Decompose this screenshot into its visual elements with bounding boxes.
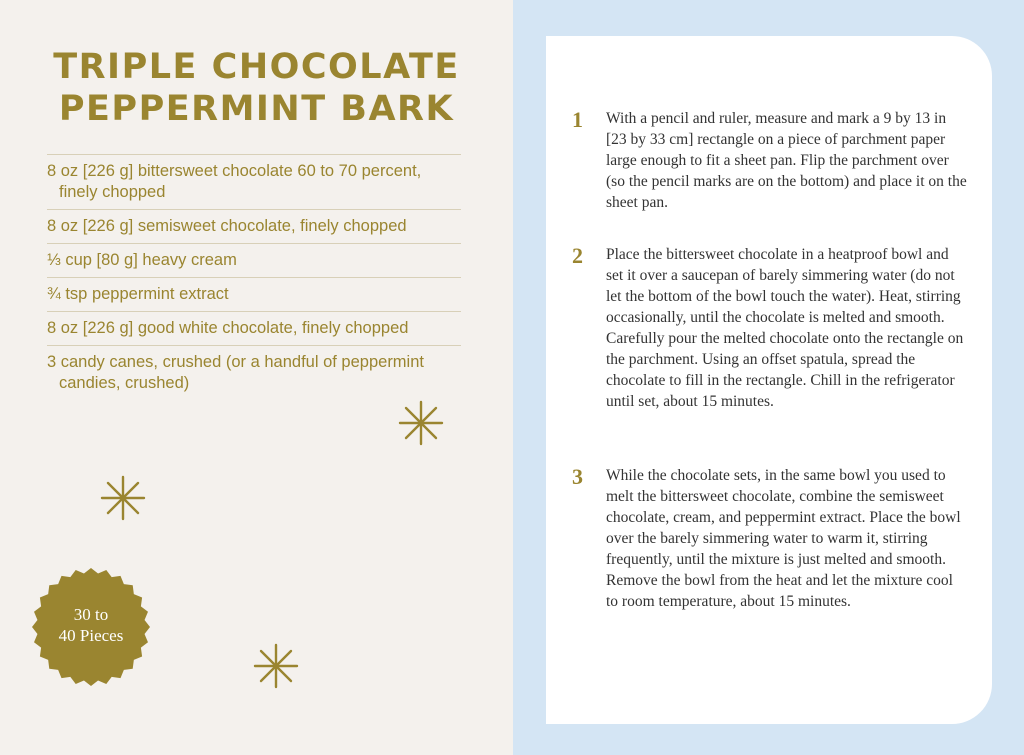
step-number: 1 [572,107,583,132]
yield-text [31,604,151,646]
recipe-title-line-1: TRIPLE CHOCOLATE [53,47,460,87]
ingredient-item: ¾ tsp peppermint extract [47,277,461,311]
ingredient-item: ⅓ cup [80 g] heavy cream [47,243,461,277]
instructions-card [546,36,992,724]
ingredient-item: 8 oz [226 g] semisweet chocolate, finely chopped [47,209,461,243]
recipe-title-line-2: PEPPERMINT BARK [58,89,455,129]
step-text: While the chocolate sets, in the same bowl you used to melt the bittersweet chocolate, combine the semisweet chocolate, cream, and peppermint extract. Place the bowl over the barely simmering water to warm it, stirring frequently, until the mixture is just melted and smooth. Remove the bowl from the heat and let the mixture cool to room temperature, about 15 minutes. [606,467,961,610]
ingredient-item: 8 oz [226 g] good white chocolate, finely chopped [47,311,461,345]
ingredient-list [47,154,461,400]
yield-badge [31,567,151,687]
sparkle-icon [398,400,444,446]
yield-line-2: 40 Pieces [58,626,124,645]
step-text: With a pencil and ruler, measure and mark a 9 by 13 in [23 by 33 cm] rectangle on a piece of parchment paper large enough to fit a sheet pan. Flip the parchment over (so the pencil marks are on the bottom) and place it on the sheet pan. [606,110,967,211]
step-text: Place the bittersweet chocolate in a heatproof bowl and set it over a saucepan of barely simmering water (do not let the bottom of the bowl touch the water). Heat, stirring occasionally, until the chocolate is melted and smooth. Carefully pour the melted chocolate onto the rectangle on the parchment. Using an offset spatula, spread the chocolate to fill in the rectangle. Chill in the refrigerator until set, about 15 minutes. [606,246,964,410]
ingredient-item: 8 oz [226 g] bittersweet chocolate 60 to 70 percent, finely chopped [47,154,461,209]
instructions-page [513,0,1024,755]
step-number: 2 [572,243,583,268]
recipe-title [0,46,513,130]
yield-line-1: 30 to [73,605,109,624]
step-number: 3 [572,464,583,489]
sparkle-icon [253,643,299,689]
ingredient-item: 3 candy canes, crushed (or a handful of peppermint candies, crushed) [47,345,461,400]
sparkle-icon [100,475,146,521]
